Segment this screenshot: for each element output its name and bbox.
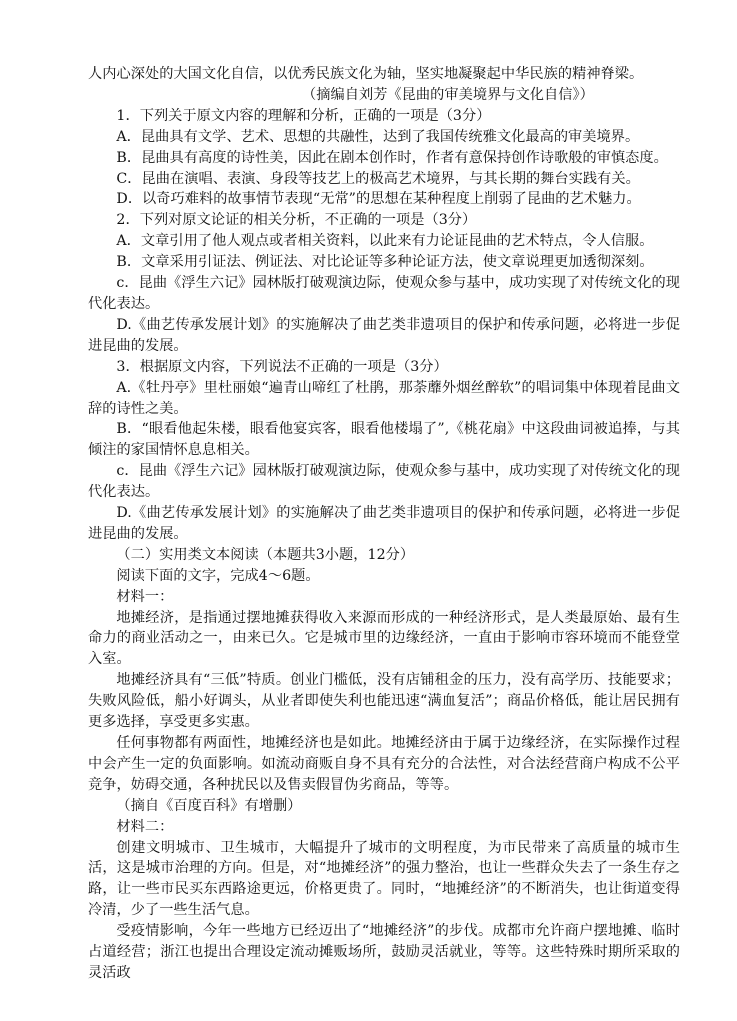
material-1-paragraph-3: 任何事物都有两面性，地摊经济也是如此。地摊经济由于属于边缘经济，在实际操作过程中会产生一定的负面影响。如流动商贩自身不具有充分的合法性，对合法经营商户构成不公平竞争，妨碍交通，各种扰民以及售卖假冒伪劣商品，等等。 xyxy=(88,735,680,793)
question-2: 2．下列对原文论证的相关分析，不正确的一项是（3分） xyxy=(116,212,477,229)
material-2-label: 材料二： xyxy=(116,818,174,835)
source-citation-1: （摘编自刘芳《昆曲的审美境界与文化自信》） xyxy=(302,86,594,103)
question-1-option-b: B．昆曲具有高度的诗性美，因此在剧本创作时，作者有意保持创作诗歌般的审慎态度。 xyxy=(116,149,668,166)
material-2-paragraph-1: 创建文明城市、卫生城市，大幅提升了城市的文明程度，为市民带来了高质量的城市生活，这是城市治理的方向。但是，对“地摊经济”的强力整治，也让一些群众失去了一条生存之路，让一些市民买东西路途更远，价格更贵了。同时，“地摊经济”的不断消失，也让街道变得冷清，少了一些生活气息。 xyxy=(88,839,680,919)
question-2-option-c: c．昆曲《浮生六记》园林版打破观演边际，使观众参与基中，成功实现了对传统文化的现代化表达。 xyxy=(88,275,680,312)
material-1-paragraph-2: 地摊经济具有“三低”特质。创业门槛低，没有店铺租金的压力，没有高学历、技能要求；失败风险低，船小好调头，从业者即使失利也能迅速“满血复活”；商品价格低，能让居民拥有更多选择，享受更多实惠。 xyxy=(88,672,680,731)
question-1-option-a: A．昆曲具有文学、艺术、思想的共融性，达到了我国传统雅文化最高的审美境界。 xyxy=(116,128,640,145)
material-1-paragraph-1: 地摊经济，是指通过摆地摊获得收入来源而形成的一种经济形式，是人类最原始、最有生命力的商业活动之一，由来已久。它是城市里的边缘经济，一直由于影响市容环境而不能登堂入室。 xyxy=(88,609,680,668)
question-2-option-b: B．文章采用引证法、例证法、对比论证等多种论证方法，使文章说理更加透彻深刻。 xyxy=(116,254,654,271)
question-2-option-d: D.《曲艺传承发展计划》的实施解决了曲艺类非遗项目的保护和传承问题，必将进一步促进昆曲的发展。 xyxy=(88,316,680,354)
question-3-option-a: A.《牡丹亭》里杜丽娘“遍青山啼红了杜鹃，那荼蘼外烟丝醉软”的唱词集中体现着昆曲文辞的诗性之美。 xyxy=(88,379,680,417)
material-1-label: 材料一： xyxy=(116,588,174,605)
question-1-option-d: D．以奇巧难料的故事情节表现“无常”的思想在某种程度上削弱了昆曲的艺术魅力。 xyxy=(116,191,641,208)
document-page xyxy=(88,64,680,984)
question-1: 1．下列关于原文内容的理解和分析，正确的一项是（3分） xyxy=(116,107,491,124)
text-line-continuation: 人内心深处的大国文化自信，以优秀民族文化为轴，坚实地凝聚起中华民族的精神脊梁。 xyxy=(88,66,644,82)
question-1-option-c: C．昆曲在演唱、表演、身段等技艺上的极高艺术境界，与其长期的舞台实践有关。 xyxy=(116,170,640,187)
question-3: 3．根据原文内容，下列说法不正确的一项是（3分） xyxy=(116,358,448,375)
section-2-heading: （二）实用类文本阅读（本题共3小题，12分） xyxy=(116,546,415,563)
question-3-option-d: D.《曲艺传承发展计划》的实施解决了曲艺类非遗项目的保护和传承问题，必将进一步促进昆曲的发展。 xyxy=(88,505,680,542)
source-citation-2: （摘自《百度百科》有增删） xyxy=(116,797,302,814)
question-2-option-a: A．文章引用了他人观点或者相关资料，以此来有力论证昆曲的艺术特点，令人信服。 xyxy=(116,233,654,250)
material-2-paragraph-2: 受疫情影响，今年一些地方已经迈出了“地摊经济”的步伐。成都市允许商户摆地摊、临时占道经营；浙江也提出合理设定流动摊贩场所，鼓励灵活就业，等等。这些特殊时期所采取的灵活政 xyxy=(88,923,680,981)
question-3-option-c: c．昆曲《浮生六记》园林版打破观演边际，使观众参与基中，成功实现了对传统文化的现代化表达。 xyxy=(88,463,680,501)
reading-instruction: 阅读下面的文字，完成4～6题。 xyxy=(116,567,320,584)
question-3-option-b: B．“眼看他起朱楼，眼看他宴宾客，眼看他楼塌了”,《桃花扇》中这段曲词被追捧，与其倾注的家国情怀息息相关。 xyxy=(88,421,680,459)
